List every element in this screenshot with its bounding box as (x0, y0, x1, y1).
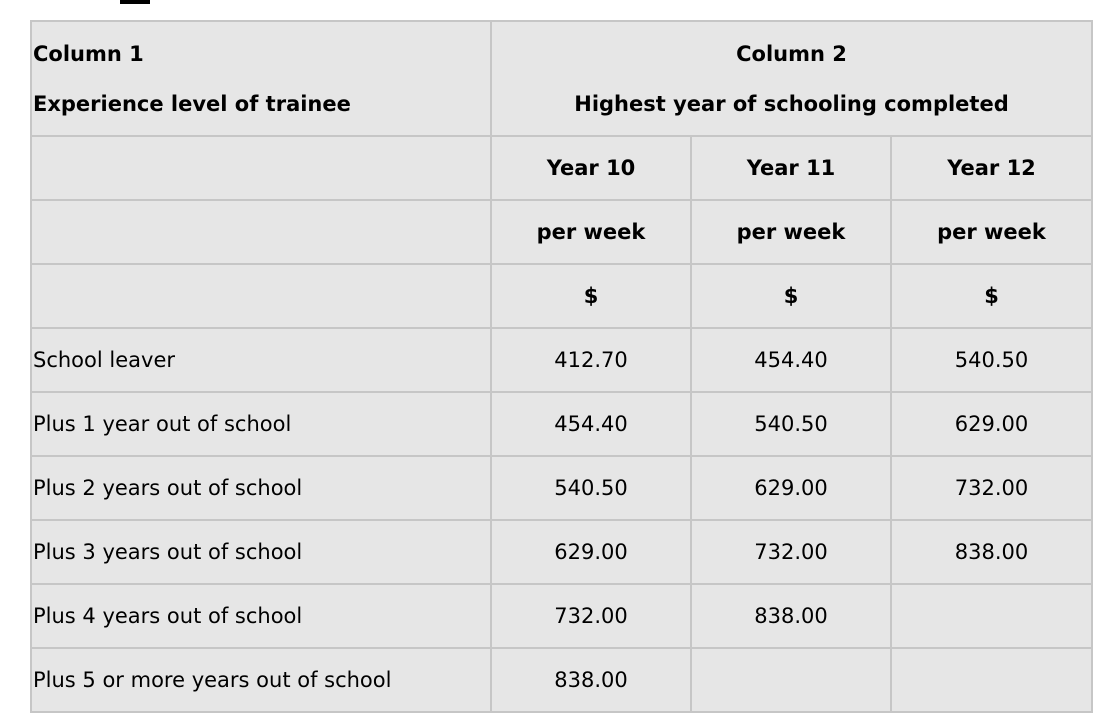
column-1-header (31, 21, 491, 136)
unit-label: per week (891, 200, 1092, 264)
year-header: Year 11 (691, 136, 891, 200)
empty-cell (31, 136, 491, 200)
table-row (31, 648, 1092, 712)
table-row (31, 456, 1092, 520)
wage-value: 629.00 (491, 520, 691, 584)
wage-value: 540.50 (691, 392, 891, 456)
table-row (31, 520, 1092, 584)
cropped-heading-fragment (0, 0, 240, 4)
table-header-row (31, 21, 1092, 136)
wage-value: 838.00 (891, 520, 1092, 584)
row-label: Plus 4 years out of school (31, 584, 491, 648)
empty-cell (31, 264, 491, 328)
table-row (31, 392, 1092, 456)
currency-row (31, 264, 1092, 328)
row-label: Plus 1 year out of school (31, 392, 491, 456)
wage-value: 838.00 (691, 584, 891, 648)
wage-value (891, 648, 1092, 712)
wage-value: 412.70 (491, 328, 691, 392)
wage-value: 732.00 (891, 456, 1092, 520)
currency-symbol: $ (691, 264, 891, 328)
wage-value: 540.50 (491, 456, 691, 520)
row-label: Plus 2 years out of school (31, 456, 491, 520)
column-2-header (491, 21, 1092, 136)
unit-label: per week (491, 200, 691, 264)
column-1-subheading: Experience level of trainee (33, 91, 351, 116)
wage-value: 732.00 (491, 584, 691, 648)
empty-cell (31, 200, 491, 264)
wage-value: 454.40 (491, 392, 691, 456)
unit-label: per week (691, 200, 891, 264)
year-header-row (31, 136, 1092, 200)
unit-row (31, 200, 1092, 264)
wage-value: 540.50 (891, 328, 1092, 392)
row-label: Plus 5 or more years out of school (31, 648, 491, 712)
wage-value (691, 648, 891, 712)
wage-value (891, 584, 1092, 648)
wage-value: 732.00 (691, 520, 891, 584)
wage-value: 454.40 (691, 328, 891, 392)
row-label: Plus 3 years out of school (31, 520, 491, 584)
column-2-heading: Column 2 (736, 41, 847, 66)
table-row (31, 584, 1092, 648)
year-header: Year 10 (491, 136, 691, 200)
wage-rate-table (30, 20, 1093, 713)
column-2-subheading: Highest year of schooling completed (574, 91, 1009, 116)
wage-value: 629.00 (691, 456, 891, 520)
row-label: School leaver (31, 328, 491, 392)
year-header: Year 12 (891, 136, 1092, 200)
column-1-heading: Column 1 (33, 41, 144, 66)
wage-value: 629.00 (891, 392, 1092, 456)
currency-symbol: $ (491, 264, 691, 328)
wage-value: 838.00 (491, 648, 691, 712)
table-row (31, 328, 1092, 392)
currency-symbol: $ (891, 264, 1092, 328)
